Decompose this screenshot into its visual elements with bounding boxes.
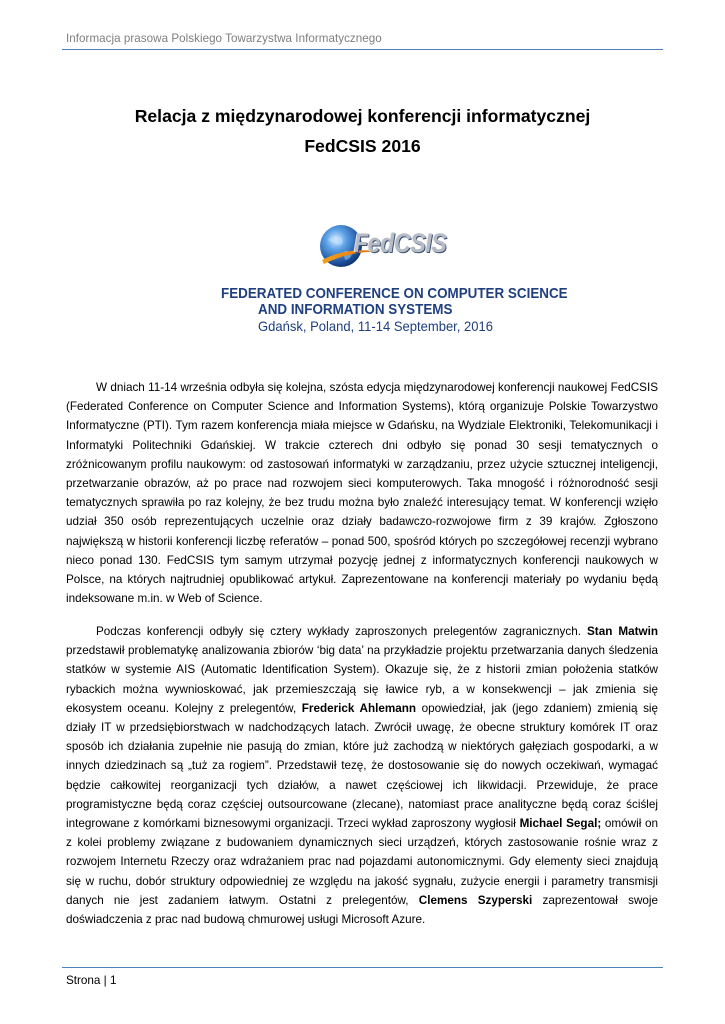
- paragraph-text: opowiedział, jak (jego zdaniem) zmienią się działy IT w przedsiębiorstwach w nadchodzących latach. Zwrócił uwagę, że obecne struktury komórek IT oraz sposób ich działania zupełnie nie pasują do zmian, które już zachodzą w niektórych gałęziach gospodarki, a w innych dziedzinach są „tuż za rogiem”. Przedstawił tezę, że dostosowanie się do nowych oczekiwań, wymagać będzie całkowitej reorganizacji tych działów, a nawet częściowej ich likwidacji. Przewiduje, że prace programistyczne będą coraz częściej outsourcowane (zlecane), natomiast prace analityczne będą coraz ściślej integrowane z komórkami biznesowymi organizacji. Trzeci wykład zaproszony wygłosił: [66, 701, 659, 831]
- logo-wordmark: FedCSIS: [354, 228, 447, 258]
- speaker-name: Clemens Szyperski: [418, 893, 533, 907]
- conference-location-date: Gdańsk, Poland, 11-14 September, 2016: [258, 318, 494, 334]
- paragraph-text: Podczas konferencji odbyły się cztery wykłady zaproszonych prelegentów zagranicznych.: [96, 625, 588, 638]
- speaker-name: Stan Matwin: [587, 625, 658, 638]
- document-title: Relacja z międzynarodowej konferencji informatycznej: [134, 106, 591, 126]
- speaker-name: Michael Segal;: [519, 817, 602, 831]
- conference-name-line2: AND INFORMATION SYSTEMS: [258, 302, 453, 318]
- speaker-name: Frederick Ahlemann: [301, 701, 417, 715]
- paragraph-text: omówił on z kolei problemy związane z budowaniem dynamicznych sieci urządzeń, których zastosowanie rośnie wraz z rozwojem Internetu Rzeczy oraz wdrażaniem prac nad pojazdami autonomicznymi. Gdy elementy sieci znajdują się w ruchu, dobór struktury odpowiedniej ze względu na jakość sygnału, zużycie energii i parametry transmisji danych nie jest zadaniem łatwym. Ostatni z prelegentów,: [66, 817, 658, 907]
- body-paragraph-2: [66, 622, 658, 929]
- footer-divider: [62, 967, 663, 968]
- paragraph-text: przedstawił problematykę analizowania zbiorów ‘big data’ na przykładzie projektu przetwarzania danych śledzenia statków w systemie AIS (Automatic Identification System). Okazuje się, że z historii zmian położenia statków rybackich można wywnioskować, jak przemieszczają się ławice ryb, a w konsekwencji – jak zmienia się ekosystem oceanu. Kolejny z prelegentów,: [66, 644, 658, 715]
- header-divider: [62, 49, 663, 50]
- fedcsis-logo: [318, 216, 447, 280]
- paragraph-text: zaprezentował swoje doświadczenia z prac nad budową chmurowej usługi Microsoft Azure.: [66, 893, 658, 927]
- body-paragraph-1: W dniach 11-14 września odbyła się kolejna, szósta edycja międzynarodowej konferencji naukowej FedCSIS (Federated Conference on Computer Science and Information Systems), którą organizuje Polskie Towarzystwo Informatyczne (PTI). Tym razem konferencja miała miejsce w Gdańsku, na Wydziale Elektroniki, Telekomunikacji i Informatyki Politechniki Gdańskiej. W trakcie czterech dni odbyło się ponad 30 sesji tematycznych o zróżnicowanym profilu naukowym: od zastosowań informatyki w zarządzaniu, przez użycie sztucznej inteligencji, przetwarzanie obrazów, aż po prace nad rozwojem sieci komputerowych. Taka mnogość i różnorodność sesji tematycznych sprawiła po raz kolejny, że bez trudu można było znaleźć interesujący temat. W konferencji wzięło udział 350 osób reprezentujących uczelnie oraz działy badawczo-rozwojowe firm z 39 krajów. Zgłoszono największą w historii konferencji liczbę referatów – ponad 500, spośród których po szczegółowej recenzji wybrano nieco ponad 130. FedCSIS tym samym utrzymał pozycję jednej z informatycznych konferencji naukowych w Polsce, na których najtrudniej opublikować artykuł. Zaprezentowane na konferencji materiały po wydaniu będą indeksowane m.in. w Web of Science.: [66, 381, 658, 606]
- page-number: Strona | 1: [66, 974, 117, 987]
- conference-name-line1: FEDERATED CONFERENCE ON COMPUTER SCIENCE: [221, 286, 568, 302]
- document-title-event: FedCSIS 2016: [304, 136, 421, 156]
- running-header: Informacja prasowa Polskiego Towarzystwa Informatycznego: [66, 32, 382, 45]
